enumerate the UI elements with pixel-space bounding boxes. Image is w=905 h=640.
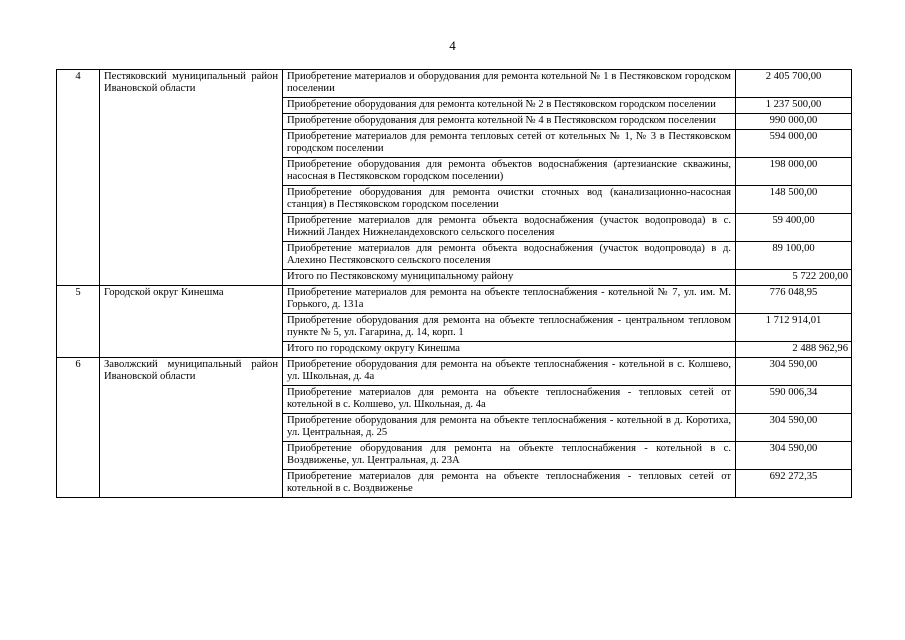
item-description: Приобретение материалов для ремонта на объекте теплоснабжения - тепловых сетей от котельной в с. Воздвиженье [283,470,736,498]
item-amount: 148 500,00 [736,186,852,214]
item-amount: 89 100,00 [736,242,852,270]
item-amount: 2 405 700,00 [736,70,852,98]
item-amount: 1 712 914,01 [736,314,852,342]
table-row [57,358,852,386]
item-amount: 1 237 500,00 [736,98,852,114]
group-number: 6 [57,358,100,498]
district-name: Пестяковский муниципальный район Ивановской области [100,70,283,286]
funding-table [56,69,852,498]
item-amount: 304 590,00 [736,358,852,386]
item-description: Приобретение материалов для ремонта объекта водоснабжения (участок водопровода) в д. Алехино Пестяковского сельского поселения [283,242,736,270]
item-amount: 590 006,34 [736,386,852,414]
total-label: Итого по Пестяковскому муниципальному району [283,270,736,286]
item-description: Приобретение оборудования для ремонта на объекте теплоснабжения - центральном тепловом пункте № 5, ул. Гагарина, д. 14, корп. 1 [283,314,736,342]
item-description: Приобретение материалов и оборудования для ремонта котельной № 1 в Пестяковском городском поселении [283,70,736,98]
total-amount: 5 722 200,00 [736,270,852,286]
item-amount: 304 590,00 [736,414,852,442]
page-number: 4 [449,38,456,53]
item-amount: 59 400,00 [736,214,852,242]
item-amount: 304 590,00 [736,442,852,470]
item-description: Приобретение материалов для ремонта на объекте теплоснабжения - тепловых сетей от котельной в с. Колшево, ул. Школьная, д. 4а [283,386,736,414]
item-description: Приобретение оборудования для ремонта на объекте теплоснабжения - котельной в д. Коротиха, ул. Центральная, д. 25 [283,414,736,442]
item-description: Приобретение оборудования для ремонта на объекте теплоснабжения - котельной в с. Колшево, ул. Школьная, д. 4а [283,358,736,386]
item-amount: 776 048,95 [736,286,852,314]
item-description: Приобретение оборудования для ремонта очистки сточных вод (канализационно-насосная станция) в Пестяковском городском поселении [283,186,736,214]
item-amount: 692 272,35 [736,470,852,498]
district-name: Заволжский муниципальный район Ивановской области [100,358,283,498]
group-number: 5 [57,286,100,358]
district-name: Городской округ Кинешма [100,286,283,358]
total-amount: 2 488 962,96 [736,342,852,358]
total-label: Итого по городскому округу Кинешма [283,342,736,358]
item-description: Приобретение материалов для ремонта объекта водоснабжения (участок водопровода) в с. Нижний Ландех Нижнеландеховского сельского поселения [283,214,736,242]
item-description: Приобретение материалов для ремонта тепловых сетей от котельных № 1, № 3 в Пестяковском городском поселении [283,130,736,158]
item-amount: 990 000,00 [736,114,852,130]
item-amount: 198 000,00 [736,158,852,186]
table-row [57,70,852,98]
table-row [57,286,852,314]
group-number: 4 [57,70,100,286]
item-description: Приобретение оборудования для ремонта котельной № 2 в Пестяковском городском поселении [283,98,736,114]
item-description: Приобретение оборудования для ремонта объектов водоснабжения (артезианские скважины, насосная в Пестяковском городском поселении) [283,158,736,186]
item-amount: 594 000,00 [736,130,852,158]
item-description: Приобретение материалов для ремонта на объекте теплоснабжения - котельной № 7, ул. им. М. Горького, д. 131а [283,286,736,314]
item-description: Приобретение оборудования для ремонта котельной № 4 в Пестяковском городском поселении [283,114,736,130]
item-description: Приобретение оборудования для ремонта на объекте теплоснабжения - котельной в с. Воздвиженье, ул. Центральная, д. 23А [283,442,736,470]
